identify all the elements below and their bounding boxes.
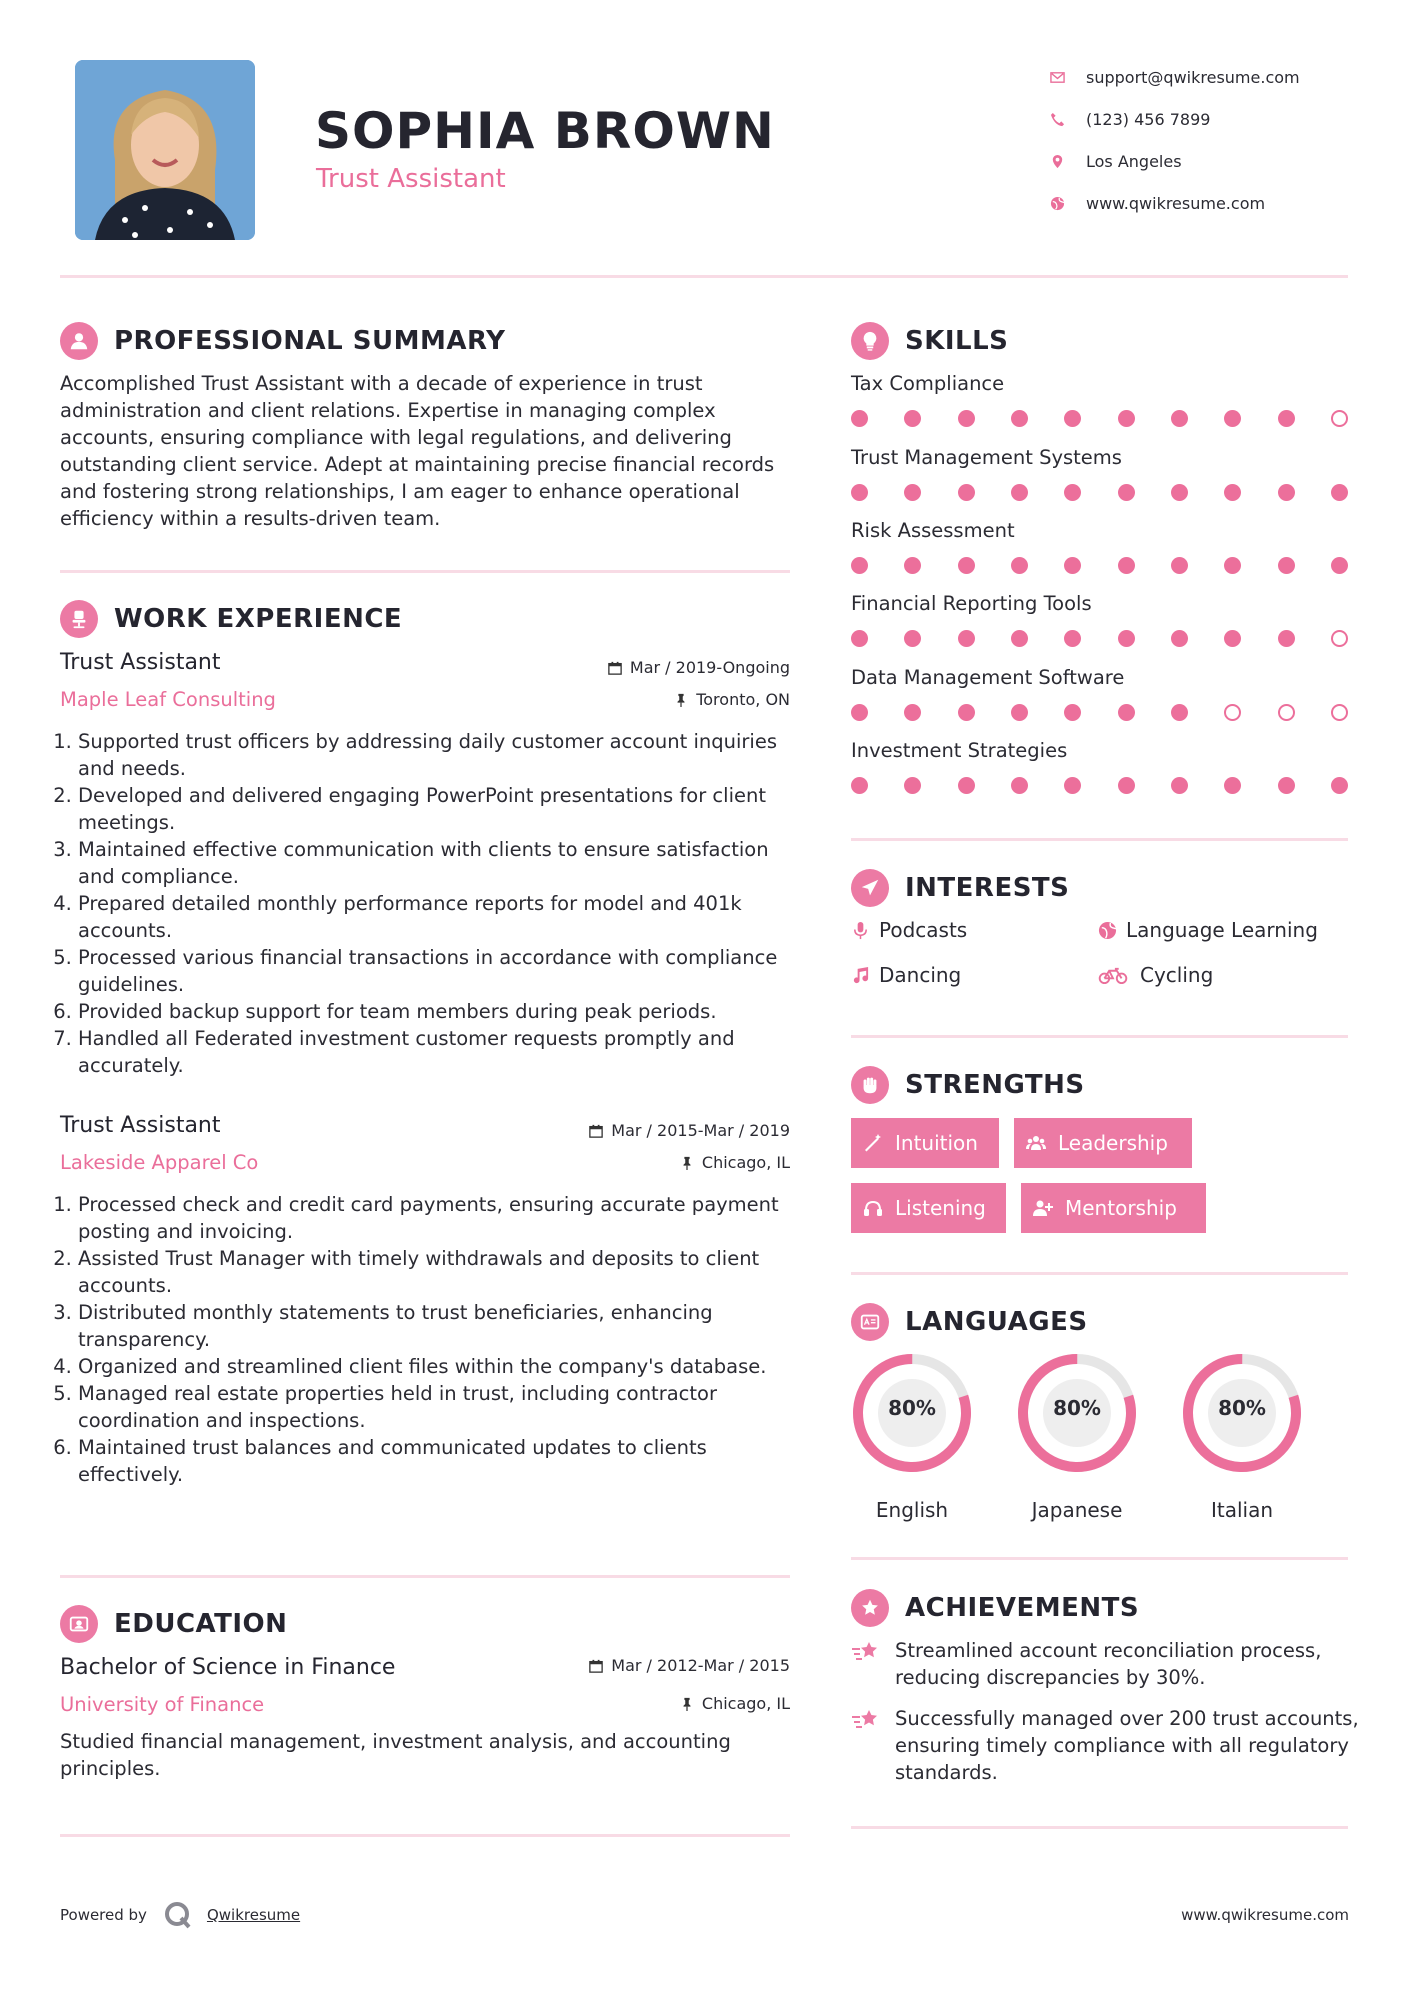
language-item xyxy=(1016,1352,1138,1522)
interests-heading: INTERESTS xyxy=(851,869,1069,907)
rating-dot-filled xyxy=(1171,704,1188,721)
language-name: Italian xyxy=(1210,1498,1274,1522)
shooting-star-icon xyxy=(851,1637,895,1691)
rating-dot-filled xyxy=(1011,704,1028,721)
rating-dot-filled xyxy=(1278,777,1295,794)
language-item xyxy=(851,1352,973,1522)
language-card-icon xyxy=(851,1303,889,1341)
skill-rating xyxy=(851,775,1348,795)
job-location: Chicago, IL xyxy=(680,1153,790,1172)
list-item: 7. Handled all Federated investment customer requests promptly and accurately. xyxy=(78,1025,800,1079)
interest-item: Podcasts xyxy=(851,918,967,942)
calendar-icon xyxy=(589,1124,603,1138)
rating-dot-filled xyxy=(851,630,868,647)
rating-dot-filled xyxy=(1278,557,1295,574)
globe-icon xyxy=(1098,921,1126,940)
profile-photo xyxy=(75,60,255,240)
list-item: 6. Provided backup support for team members during peak periods. xyxy=(78,998,800,1025)
list-item: 4. Organized and streamlined client files within the company's database. xyxy=(78,1353,800,1380)
rating-dot-filled xyxy=(958,777,975,794)
achievement-item: Streamlined account reconciliation process, reducing discrepancies by 30%. xyxy=(851,1637,1361,1691)
qwikresume-logo-icon xyxy=(163,1900,193,1930)
rating-dot-empty xyxy=(1278,704,1295,721)
rating-dot-filled xyxy=(1331,484,1348,501)
rating-dot-filled xyxy=(1224,777,1241,794)
rating-dot-filled xyxy=(1224,410,1241,427)
strength-chip: Leadership xyxy=(1014,1118,1192,1168)
list-item: 3. Distributed monthly statements to trust beneficiaries, enhancing transparency. xyxy=(78,1299,800,1353)
language-percent: 80% xyxy=(888,1396,936,1420)
rating-dot-filled xyxy=(1224,557,1241,574)
rating-dot-filled xyxy=(851,410,868,427)
rating-dot-filled xyxy=(1011,557,1028,574)
achievement-item: Successfully managed over 200 trust accounts, ensuring timely compliance with all regulatory standards. xyxy=(851,1705,1361,1786)
pushpin-icon xyxy=(674,693,688,707)
rating-dot-empty xyxy=(1331,630,1348,647)
strength-chip: Listening xyxy=(851,1183,1006,1233)
achievements-divider xyxy=(851,1826,1348,1829)
fist-icon xyxy=(851,1066,889,1104)
skill-rating xyxy=(851,628,1348,648)
rating-dot-filled xyxy=(904,484,921,501)
skill-name: Risk Assessment xyxy=(851,519,1015,542)
interests-divider xyxy=(851,1035,1348,1038)
education-divider xyxy=(60,1834,790,1837)
rating-dot-empty xyxy=(1331,704,1348,721)
job-title: Trust Assistant xyxy=(60,650,221,675)
skill-rating xyxy=(851,555,1348,575)
job-title: Trust Assistant xyxy=(60,1113,221,1138)
job-dates: Mar / 2015-Mar / 2019 xyxy=(589,1121,790,1140)
calendar-icon xyxy=(608,661,622,675)
music-note-icon xyxy=(851,966,879,985)
headphones-icon xyxy=(863,1198,883,1218)
interest-item: Cycling xyxy=(1098,963,1213,987)
rating-dot-filled xyxy=(958,704,975,721)
experience-divider xyxy=(60,1575,790,1578)
contact-list xyxy=(1050,56,1380,224)
education-heading: EDUCATION xyxy=(60,1605,287,1643)
contact-website[interactable]: www.qwikresume.com xyxy=(1050,182,1380,224)
summary-divider xyxy=(60,570,790,573)
rating-dot-filled xyxy=(1224,484,1241,501)
rating-dot-filled xyxy=(958,484,975,501)
candidate-name: SOPHIA BROWN xyxy=(315,102,775,160)
rating-dot-filled xyxy=(1118,484,1135,501)
rating-dot-filled xyxy=(1118,777,1135,794)
rating-dot-filled xyxy=(1278,630,1295,647)
rating-dot-filled xyxy=(904,557,921,574)
rating-dot-filled xyxy=(904,410,921,427)
rating-dot-filled xyxy=(1171,777,1188,794)
languages-heading: LANGUAGES xyxy=(851,1303,1088,1341)
graduation-icon xyxy=(60,1605,98,1643)
user-icon xyxy=(60,322,98,360)
bicycle-icon xyxy=(1098,966,1140,985)
rating-dot-filled xyxy=(1011,484,1028,501)
rating-dot-filled xyxy=(1171,557,1188,574)
job-location: Toronto, ON xyxy=(674,690,790,709)
language-name: English xyxy=(875,1498,949,1522)
rating-dot-filled xyxy=(1064,630,1081,647)
skill-name: Data Management Software xyxy=(851,666,1125,689)
rating-dot-filled xyxy=(904,704,921,721)
pushpin-icon xyxy=(680,1697,694,1711)
rating-dot-filled xyxy=(904,630,921,647)
language-item xyxy=(1181,1352,1303,1522)
star-badge-icon xyxy=(851,1589,889,1627)
rating-dot-filled xyxy=(1331,777,1348,794)
skill-name: Financial Reporting Tools xyxy=(851,592,1092,615)
rating-dot-filled xyxy=(1118,410,1135,427)
rating-dot-filled xyxy=(1011,630,1028,647)
rating-dot-filled xyxy=(851,777,868,794)
list-item: 2. Developed and delivered engaging PowerPoint presentations for client meetings. xyxy=(78,782,800,836)
rating-dot-filled xyxy=(958,557,975,574)
rating-dot-filled xyxy=(958,630,975,647)
rating-dot-filled xyxy=(851,557,868,574)
qwikresume-link[interactable]: Qwikresume xyxy=(206,1906,301,1924)
rating-dot-filled xyxy=(1064,484,1081,501)
language-name: Japanese xyxy=(1031,1498,1123,1522)
list-item: 1. Processed check and credit card payments, ensuring accurate payment posting and invoicing. xyxy=(78,1191,800,1245)
summary-heading: PROFESSIONAL SUMMARY xyxy=(60,322,505,360)
school-name: University of Finance xyxy=(60,1693,265,1716)
rating-dot-filled xyxy=(1171,630,1188,647)
languages-divider xyxy=(851,1557,1348,1560)
strengths-divider xyxy=(851,1272,1348,1275)
user-plus-icon xyxy=(1033,1198,1053,1218)
list-item: 5. Processed various financial transactions in accordance with compliance guidelines. xyxy=(78,944,800,998)
footer-website-link[interactable]: www.qwikresume.com xyxy=(1181,1906,1349,1924)
rating-dot-filled xyxy=(1278,484,1295,501)
list-item: 2. Assisted Trust Manager with timely withdrawals and deposits to client accounts. xyxy=(78,1245,800,1299)
strengths-heading: STRENGTHS xyxy=(851,1066,1085,1104)
lightbulb-icon xyxy=(851,322,889,360)
candidate-role: Trust Assistant xyxy=(316,164,506,194)
rating-dot-filled xyxy=(1331,557,1348,574)
summary-text: Accomplished Trust Assistant with a decade of experience in trust administration and client relations. Expertise in managing complex accounts, ensuring compliance with legal regulations, and delivering outstanding client service. Adept at maintaining precise financial records and fostering strong relationships, I am eager to enhance operational efficiency within a results-driven team. xyxy=(60,372,775,530)
calendar-icon xyxy=(589,1659,603,1673)
contact-email[interactable]: support@qwikresume.com xyxy=(1050,56,1380,98)
microphone-icon xyxy=(851,921,879,940)
users-icon xyxy=(1026,1133,1046,1153)
rating-dot-filled xyxy=(1118,630,1135,647)
header-divider xyxy=(60,275,1348,278)
contact-phone[interactable]: (123) 456 7899 xyxy=(1050,98,1380,140)
rating-dot-filled xyxy=(1278,410,1295,427)
skills-divider xyxy=(851,838,1348,841)
rating-dot-filled xyxy=(851,484,868,501)
envelope-icon xyxy=(1050,70,1086,85)
rating-dot-filled xyxy=(1118,557,1135,574)
rating-dot-filled xyxy=(1171,410,1188,427)
location-pin-icon xyxy=(1050,154,1086,169)
list-item: 1. Supported trust officers by addressing daily customer account inquiries and needs. xyxy=(78,728,800,782)
rating-dot-filled xyxy=(1064,557,1081,574)
rating-dot-filled xyxy=(904,777,921,794)
rating-dot-empty xyxy=(1331,410,1348,427)
rating-dot-filled xyxy=(1224,630,1241,647)
achievements-heading: ACHIEVEMENTS xyxy=(851,1589,1139,1627)
phone-icon xyxy=(1050,112,1086,127)
footer-powered-by: Powered by Qwikresume xyxy=(60,1900,300,1930)
education-description: Studied financial management, investment analysis, and accounting principles. xyxy=(60,1730,731,1780)
rating-dot-filled xyxy=(1064,777,1081,794)
list-item: 5. Managed real estate properties held in trust, including contractor coordination and inspections. xyxy=(78,1380,800,1434)
rating-dot-filled xyxy=(1064,410,1081,427)
skills-heading: SKILLS xyxy=(851,322,1008,360)
rating-dot-filled xyxy=(1064,704,1081,721)
strength-chip: Mentorship xyxy=(1021,1183,1206,1233)
interest-item: Language Learning xyxy=(1098,918,1318,942)
job-company: Lakeside Apparel Co xyxy=(60,1151,259,1174)
skill-rating xyxy=(851,482,1348,502)
interest-item: Dancing xyxy=(851,963,961,987)
list-item: 6. Maintained trust balances and communicated updates to clients effectively. xyxy=(78,1434,800,1488)
pushpin-icon xyxy=(680,1156,694,1170)
globe-icon xyxy=(1050,196,1086,211)
degree-title: Bachelor of Science in Finance xyxy=(60,1655,396,1680)
experience-heading: WORK EXPERIENCE xyxy=(60,600,402,638)
language-percent: 80% xyxy=(1053,1396,1101,1420)
job-duties xyxy=(60,1191,800,1488)
rating-dot-filled xyxy=(1011,410,1028,427)
office-chair-icon xyxy=(60,600,98,638)
magic-wand-icon xyxy=(863,1133,883,1153)
education-location: Chicago, IL xyxy=(680,1694,790,1713)
language-percent: 80% xyxy=(1218,1396,1266,1420)
job-dates: Mar / 2019-Ongoing xyxy=(608,658,790,677)
shooting-star-icon xyxy=(851,1705,895,1786)
rating-dot-filled xyxy=(1011,777,1028,794)
skill-rating xyxy=(851,408,1348,428)
skill-name: Tax Compliance xyxy=(851,372,1005,395)
rating-dot-filled xyxy=(958,410,975,427)
rating-dot-empty xyxy=(1224,704,1241,721)
paper-plane-icon xyxy=(851,869,889,907)
education-dates: Mar / 2012-Mar / 2015 xyxy=(589,1656,790,1675)
list-item: 3. Maintained effective communication with clients to ensure satisfaction and compliance. xyxy=(78,836,800,890)
skill-name: Trust Management Systems xyxy=(851,446,1122,469)
skill-name: Investment Strategies xyxy=(851,739,1068,762)
rating-dot-filled xyxy=(851,704,868,721)
skill-rating xyxy=(851,702,1348,722)
rating-dot-filled xyxy=(1118,704,1135,721)
contact-location: Los Angeles xyxy=(1050,140,1380,182)
rating-dot-filled xyxy=(1171,484,1188,501)
job-duties xyxy=(60,728,800,1079)
strength-chip: Intuition xyxy=(851,1118,999,1168)
list-item: 4. Prepared detailed monthly performance reports for model and 401k accounts. xyxy=(78,890,800,944)
job-company: Maple Leaf Consulting xyxy=(60,688,276,711)
